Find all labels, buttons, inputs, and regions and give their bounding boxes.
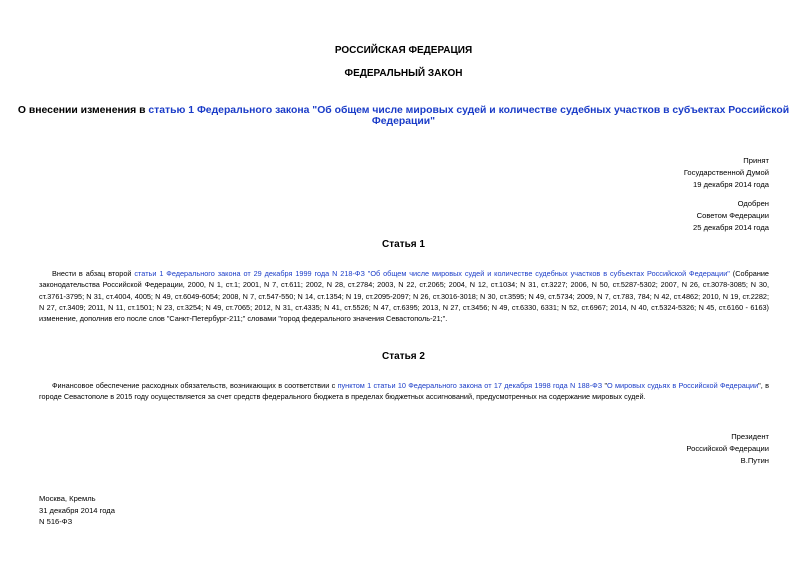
- approved-line1: Одобрен: [737, 199, 769, 208]
- article2-text-mid: ": [602, 381, 608, 390]
- signer-line2: Российской Федерации: [686, 444, 769, 453]
- law-title-link[interactable]: статью 1 Федерального закона "Об общем числе мировых судей и количестве судебных участков в субъектах Российской Федерации": [148, 105, 790, 127]
- article1-paragraph: [39, 268, 769, 324]
- law-title: [0, 105, 807, 127]
- place-line2: 31 декабря 2014 года: [39, 505, 115, 515]
- accepted-line2: Государственной Думой: [683, 168, 769, 177]
- article2-paragraph: [39, 380, 769, 403]
- article2-heading: Статья 2: [382, 351, 425, 362]
- article1-heading: Статья 1: [382, 239, 425, 250]
- article1-link[interactable]: статьи 1 Федерального закона от 29 декабря 1999 года N 218-ФЗ "Об общем числе мировых судей и количестве судебных участков в субъектах Российской Федерации": [134, 269, 730, 278]
- article2-text-start: Финансовое обеспечение расходных обязательств, возникающих в соответствии с: [52, 381, 338, 390]
- header-law-type: ФЕДЕРАЛЬНЫЙ ЗАКОН: [344, 68, 463, 79]
- accepted-line1: Принят: [743, 156, 769, 165]
- article2-link2[interactable]: О мировых судьях в Российской Федерации: [607, 381, 759, 390]
- article1-text-end: (Собрание законодательства Российской Федерации, 2000, N 1, ст.1; 2001, N 7, ст.611; 2002, N 28, ст.2784; 2003, N 22, ст.2065; 2004, N 12, ст.1034; N 31, ст.3227; 2006, N 50, ст.5287-5302; 2007, N 26, ст.3078-3085; N 30, ст.3761-3795; N 31, ст.4004, 4005; N 49, ст.6049-6054; 2008, N 7, ст.547-550; N 14, ст.1354; N 19, ст.2095-2097; N 26, ст.3016-3018; N 30, ст.3595; N 49, ст.5734; 2009, N 7, ст.783, 784; N 42, ст.4862; 2010, N 19, ст.2282; N 27, ст.3409; 2011, N 11, ст.1501; N 23, ст.3254; N 49, ст.7065; 2012, N 31, ст.4335; N 41, ст.5526; N 47, ст.6395; 2013, N 27, ст.3456; N 49, ст.6330, 6331; N 52, ст.6967; 2014, N 40, ст.5324-5326; N 45, ст.6160 - 6163) изменение, дополнив его после слов "Санкт-Петербург-211;" словами "город федерального значения Севастополь-21;".: [39, 269, 769, 324]
- article2-link1[interactable]: пунктом 1 статьи 10 Федерального закона от 17 декабря 1998 года N 188-ФЗ: [337, 381, 603, 390]
- article2-text-end: ", в городе Севастополе в 2015 году осуществляется за счет средств федерального бюджета в пределах бюджетных ассигнований, предусмотренных на содержание мировых судей.: [39, 381, 769, 402]
- place-line1: Москва, Кремль: [39, 494, 96, 503]
- approved-block: [693, 198, 769, 234]
- article1-text-start: Внести в абзац второй: [52, 269, 135, 278]
- header-federation: РОССИЙСКАЯ ФЕДЕРАЦИЯ: [334, 45, 473, 56]
- signer-block: [686, 431, 769, 467]
- accepted-block: [684, 155, 769, 191]
- law-title-prefix: О внесении изменения в: [17, 105, 149, 116]
- place-line3: N 516-ФЗ: [39, 517, 73, 526]
- place-block: [39, 493, 115, 528]
- approved-line3: 25 декабря 2014 года: [693, 223, 769, 232]
- signer-line3: В.Путин: [740, 456, 769, 465]
- signer-line1: Президент: [731, 432, 769, 441]
- accepted-line3: 19 декабря 2014 года: [693, 180, 769, 189]
- approved-line2: Советом Федерации: [696, 211, 769, 220]
